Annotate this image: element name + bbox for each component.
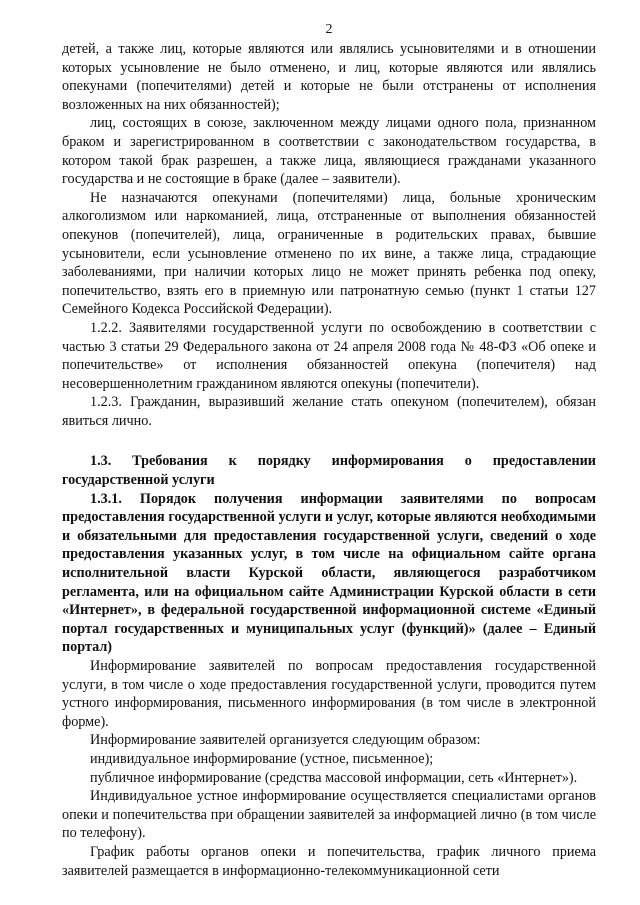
- page-number: 2: [325, 22, 333, 37]
- paragraph-not-appointed: Не назначаются опекунами (попечителями) лица, больные хроническим алкоголизмом или наркоманией, лица, отстраненные от выполнения обязанностей опекунов (попечителей), лица, ограниченные в родительских правах, бывшие усыновители, если усыновление отменено по их вине, а также лица, страдающие заболеваниями, при наличии которых лицо не может принять ребенка под опеку, попечительство, взять его в приемную или патронатную семью (пункт 1 статьи 127 Семейного Кодекса Российской Федерации).: [62, 189, 596, 318]
- paragraph-oral-informing: Индивидуальное устное информирование осуществляется специалистами органов опеки и попечительства при обращении заявителей за информацией лично (в том числе по телефону).: [62, 788, 596, 842]
- paragraph-continuation: детей, а также лиц, которые являются или являлись усыновителями и в отношении которых усыновление не было отменено, и лиц, которые являются или являлись опекунами (попечителями) детей и которые не были отстранены от исполнения возложенных на них обязанностей);: [62, 41, 596, 113]
- paragraph-informing: Информирование заявителей по вопросам предоставления государственной услуги, в том числе о ходе предоставления государственной услуги, проводится путем устного информирования, письменного информирования (в том числе в электронной форме).: [62, 658, 596, 730]
- subsection-heading-1-3-1-text: 1.3.1. Порядок получения информации заявителями по вопросам предоставления государственной услуги и услуг, которые являются необходимыми и обязательными для предоставления государственной услуги, сведений о ходе предоставления указанных услуг, в том числе на официальном сайте органа исполнительной власти Курской области, являющегося разработчиком регламента, или на официальном сайте Администрации Курской области в сети «Интернет», в федеральной государственной информационной системе «Единый портал государственных и муниципальных услуг (функций)» (далее – Единый портал): [62, 490, 596, 656]
- paragraph-public: публичное информирование (средства массовой информации, сеть «Интернет»).: [90, 769, 578, 786]
- paragraph-schedule: График работы органов опеки и попечительства, график личного приема заявителей размещается в информационно-телекоммуникационной сети: [62, 843, 596, 879]
- section-heading-1-3-text: 1.3. Требования к порядку информирования о предоставлении государственной услуги: [62, 453, 596, 489]
- paragraph-individual: индивидуальное информирование (устное, письменное);: [90, 750, 434, 767]
- paragraph-1-2-3: 1.2.3. Гражданин, выразивший желание стать опекуном (попечителем), обязан явиться лично.: [62, 394, 596, 429]
- subsection-heading-1-3-1: [62, 490, 596, 657]
- document-body: [62, 40, 596, 880]
- paragraph-1-2-2: 1.2.2. Заявителями государственной услуги по освобождению в соответствии с частью 3 статьи 29 Федерального закона от 24 апреля 2008 года № 48-ФЗ «Об опеке и попечительстве» от исполнения обязанностей опекуна (попечителя) над несовершеннолетним гражданином являются опекуны (попечители).: [62, 319, 596, 392]
- paragraph-same-sex-union: лиц, состоящих в союзе, заключенном между лицами одного пола, признанном браком и зарегистрированном в соответствии с законодательством государства, в котором такой брак разрешен, а также лица, являющиеся гражданами указанного государства и не состоящие в браке (далее – заявители).: [62, 115, 596, 188]
- paragraph-informing-organized: Информирование заявителей организуется следующим образом:: [90, 732, 481, 749]
- section-heading-1-3: [62, 452, 596, 489]
